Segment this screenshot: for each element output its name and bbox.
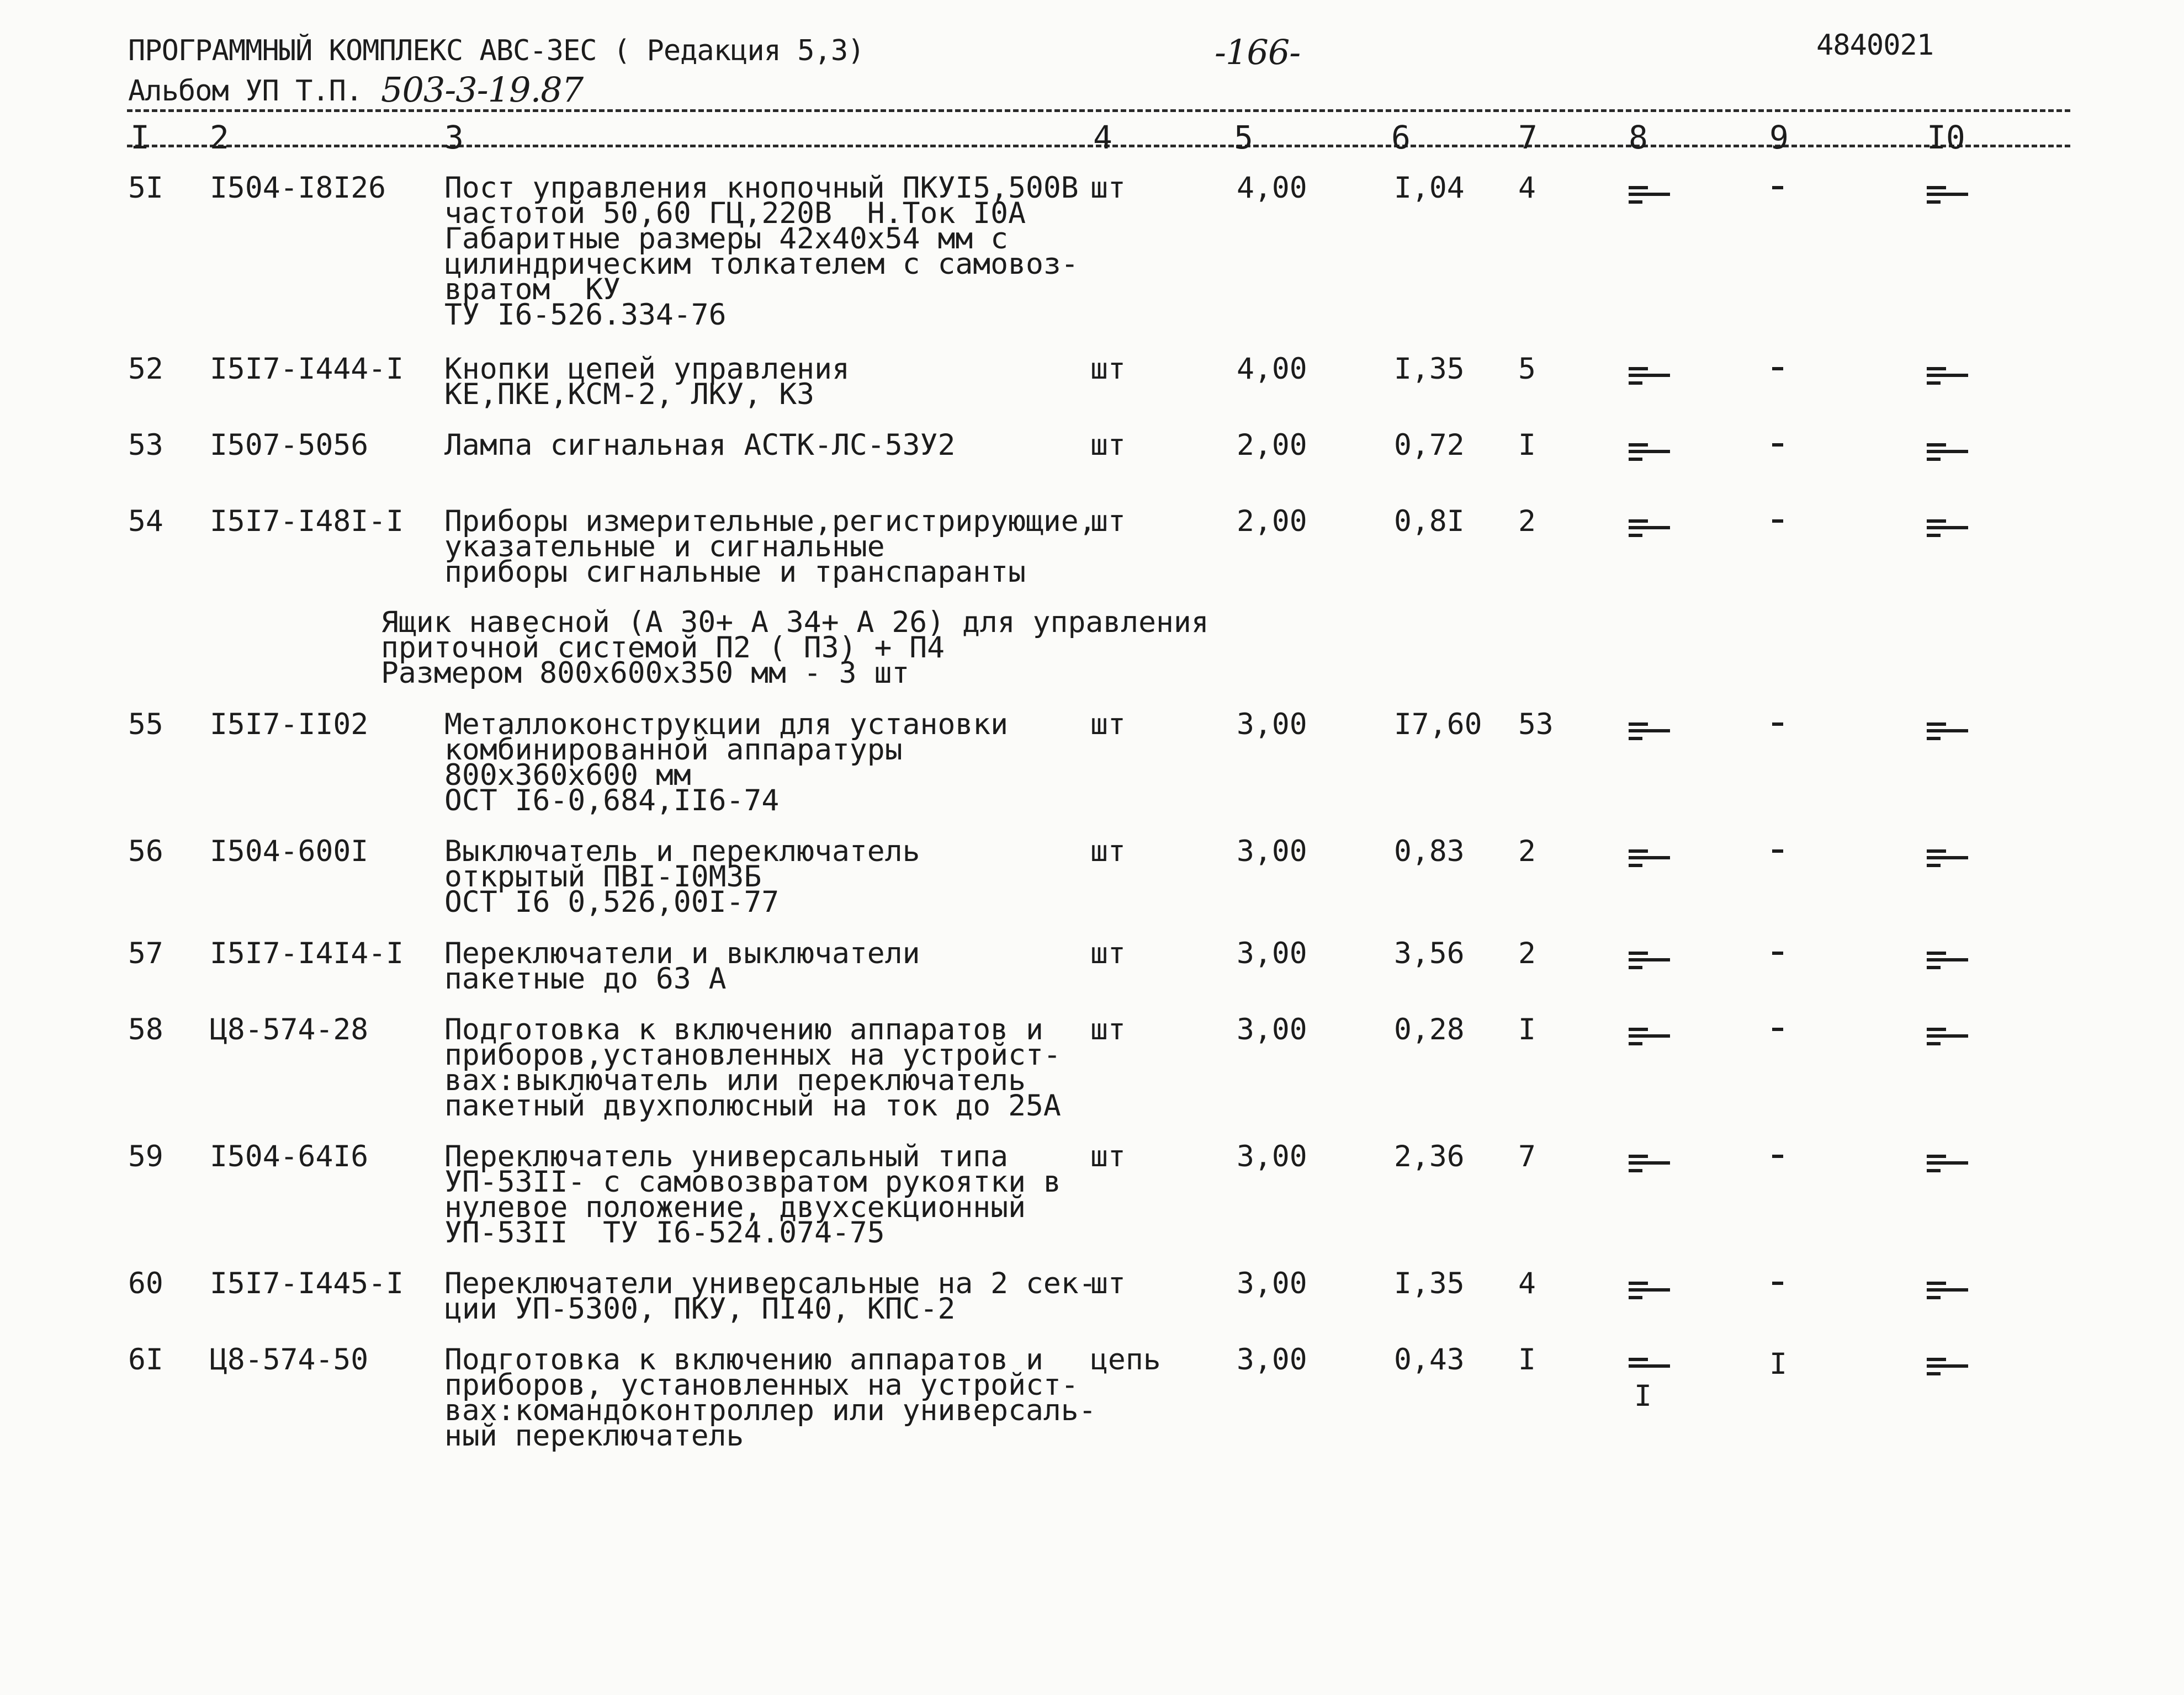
quantity: 3,00 bbox=[1237, 1343, 1307, 1377]
column-9-mark bbox=[1769, 1145, 1830, 1178]
quantity: 3,00 bbox=[1237, 1140, 1307, 1173]
unit-price: I,04 bbox=[1394, 171, 1465, 205]
unit-price: 0,83 bbox=[1394, 835, 1465, 868]
quantity: 3,00 bbox=[1237, 937, 1307, 970]
column-7-value: I bbox=[1518, 428, 1536, 462]
item-description: Металлоконструкции для установки комбинированной аппаратуры 800х360х600 мм ОСТ I6-0,684,II6-74 bbox=[444, 708, 1009, 817]
header-rule-top bbox=[127, 109, 2070, 112]
item-description: Переключатель универсальный типа УП-53II- с самовозвратом рукоятки в нулевое положение, двухсекционный УП-53II ТУ I6-524.074-75 bbox=[444, 1140, 1061, 1250]
column-header-7: 7 bbox=[1518, 119, 1538, 156]
unit-price: 3,56 bbox=[1394, 937, 1465, 970]
column-header-6: 6 bbox=[1391, 119, 1411, 156]
row-number: 53 bbox=[128, 428, 163, 462]
document-code: 4840021 bbox=[1816, 29, 1934, 62]
row-number: 57 bbox=[128, 937, 163, 970]
column-8-mark bbox=[1626, 840, 1687, 873]
column-9-mark bbox=[1769, 1272, 1830, 1305]
quantity: 4,00 bbox=[1237, 171, 1307, 205]
quantity: 3,00 bbox=[1237, 1267, 1307, 1300]
row-number: 56 bbox=[128, 835, 163, 868]
column-header-4: 4 bbox=[1093, 119, 1112, 156]
column-header-3: 3 bbox=[444, 119, 464, 156]
column-7-value: 5 bbox=[1518, 352, 1536, 386]
column-8-mark bbox=[1626, 942, 1687, 975]
column-10-mark bbox=[1924, 1018, 1985, 1051]
price-code: I5I7-II02 bbox=[210, 708, 369, 741]
item-description: Переключатели и выключатели пакетные до 63 А bbox=[444, 937, 920, 996]
price-code: I5I7-I445-I bbox=[210, 1267, 404, 1300]
column-9-value: I bbox=[1769, 1347, 1787, 1381]
row-number: 55 bbox=[128, 708, 163, 741]
item-description: Кнопки цепей управления КЕ,ПКЕ,КСМ-2, ЛКУ, КЗ bbox=[444, 352, 850, 411]
column-8-mark bbox=[1626, 1145, 1687, 1178]
price-code: Ц8-574-28 bbox=[210, 1013, 369, 1046]
unit: шт bbox=[1090, 1267, 1126, 1300]
quantity: 4,00 bbox=[1237, 352, 1307, 386]
column-9-mark bbox=[1769, 358, 1830, 391]
item-description: Подготовка к включению аппаратов и приборов, установленных на устройст- вах:командоконтроллер или универсаль- ный переключатель bbox=[444, 1343, 1096, 1453]
program-title: ПРОГРАММНЫЙ КОМПЛЕКС АВС-3ЕС ( Редакция 5,3) bbox=[128, 34, 865, 67]
column-9-mark bbox=[1769, 942, 1830, 975]
unit-price: 0,72 bbox=[1394, 428, 1465, 462]
column-8-value: I bbox=[1634, 1379, 1652, 1413]
unit: шт bbox=[1090, 937, 1126, 970]
column-7-value: 2 bbox=[1518, 504, 1536, 538]
price-code: I504-I8I26 bbox=[210, 171, 386, 205]
column-9-mark bbox=[1769, 713, 1830, 746]
column-10-mark bbox=[1924, 177, 1985, 210]
column-7-value: 7 bbox=[1518, 1140, 1536, 1173]
row-number: 58 bbox=[128, 1013, 163, 1046]
column-7-value: I bbox=[1518, 1013, 1536, 1046]
column-9-mark bbox=[1769, 434, 1830, 467]
unit: шт bbox=[1090, 1140, 1126, 1173]
column-10-mark bbox=[1924, 510, 1985, 543]
unit-price: 2,36 bbox=[1394, 1140, 1465, 1173]
column-8-mark bbox=[1626, 1018, 1687, 1051]
quantity: 3,00 bbox=[1237, 1013, 1307, 1046]
price-code: I504-600I bbox=[210, 835, 369, 868]
quantity: 3,00 bbox=[1237, 708, 1307, 741]
column-10-mark bbox=[1924, 713, 1985, 746]
column-10-mark bbox=[1924, 1145, 1985, 1178]
unit: шт bbox=[1090, 1013, 1126, 1046]
column-8-mark bbox=[1626, 358, 1687, 391]
column-8-mark bbox=[1626, 510, 1687, 543]
column-header-8: 8 bbox=[1629, 119, 1648, 156]
unit: шт bbox=[1090, 428, 1126, 462]
price-code: I507-5056 bbox=[210, 428, 369, 462]
column-7-value: 4 bbox=[1518, 1267, 1536, 1300]
column-10-mark bbox=[1924, 358, 1985, 391]
column-8-mark bbox=[1626, 1348, 1687, 1381]
unit: шт bbox=[1090, 504, 1126, 538]
unit: шт bbox=[1090, 708, 1126, 741]
column-10-mark bbox=[1924, 942, 1985, 975]
row-number: 5I bbox=[128, 171, 163, 205]
row-number: 52 bbox=[128, 352, 163, 386]
column-header-9: 9 bbox=[1769, 119, 1789, 156]
item-description: Выключатель и переключатель открытый ПВI-I0М3Б ОСТ I6 0,526,00I-77 bbox=[444, 835, 920, 919]
column-8-mark bbox=[1626, 434, 1687, 467]
column-7-value: 2 bbox=[1518, 835, 1536, 868]
quantity: 2,00 bbox=[1237, 504, 1307, 538]
unit: цепь bbox=[1090, 1343, 1161, 1377]
unit: шт bbox=[1090, 352, 1126, 386]
column-header-1: I bbox=[130, 119, 150, 156]
page-number: -166- bbox=[1215, 32, 1301, 72]
row-number: 54 bbox=[128, 504, 163, 538]
item-description: Подготовка к включению аппаратов и приборов,установленных на устройст- вах:выключатель или переключатель пакетный двухполюсный на ток до 25А bbox=[444, 1013, 1061, 1123]
price-code: I5I7-I444-I bbox=[210, 352, 404, 386]
column-7-value: 2 bbox=[1518, 937, 1536, 970]
price-code: Ц8-574-50 bbox=[210, 1343, 369, 1377]
price-code: I5I7-I4I4-I bbox=[210, 937, 404, 970]
item-description: Пост управления кнопочный ПКУI5,500В частотой 50,60 ГЦ,220В Н.Ток I0А Габаритные размеры 42х40х54 мм с цилиндрическим толкателем с самовоз- вратом КУ ТУ I6-526.334-76 bbox=[444, 171, 1079, 332]
column-9-mark bbox=[1769, 1018, 1830, 1051]
unit: шт bbox=[1090, 835, 1126, 868]
quantity: 2,00 bbox=[1237, 428, 1307, 462]
column-header-10: I0 bbox=[1927, 119, 1965, 156]
unit-price: I,35 bbox=[1394, 1267, 1465, 1300]
column-8-mark bbox=[1626, 177, 1687, 210]
column-7-value: 4 bbox=[1518, 171, 1536, 205]
column-9-mark bbox=[1769, 840, 1830, 873]
quantity: 3,00 bbox=[1237, 835, 1307, 868]
column-7-value: 53 bbox=[1518, 708, 1554, 741]
column-10-mark bbox=[1924, 1272, 1985, 1305]
column-10-mark bbox=[1924, 434, 1985, 467]
row-number: 59 bbox=[128, 1140, 163, 1173]
unit: шт bbox=[1090, 171, 1126, 205]
price-code: I5I7-I48I-I bbox=[210, 504, 404, 538]
row-number: 6I bbox=[128, 1343, 163, 1377]
album-label: Альбом УП Т.П. bbox=[128, 75, 363, 108]
column-10-mark bbox=[1924, 840, 1985, 873]
column-header-5: 5 bbox=[1234, 119, 1253, 156]
unit-price: 0,43 bbox=[1394, 1343, 1465, 1377]
album-number: 503-3-19.87 bbox=[381, 70, 584, 110]
row-number: 60 bbox=[128, 1267, 163, 1300]
column-10-mark bbox=[1924, 1348, 1985, 1381]
column-header-2: 2 bbox=[210, 119, 229, 156]
column-8-mark bbox=[1626, 1272, 1687, 1305]
section-subheading: Ящик навесной (А 30+ А 34+ А 26) для управления приточной системой П2 ( П3) + П4 Размером 800х600х350 мм - 3 шт bbox=[381, 605, 1209, 690]
unit-price: I,35 bbox=[1394, 352, 1465, 386]
column-9-mark bbox=[1769, 177, 1830, 210]
price-code: I504-64I6 bbox=[210, 1140, 369, 1173]
unit-price: I7,60 bbox=[1394, 708, 1482, 741]
unit-price: 0,28 bbox=[1394, 1013, 1465, 1046]
item-description: Приборы измерительные,регистрирующие, указательные и сигнальные приборы сигнальные и транспаранты bbox=[444, 504, 1096, 589]
column-9-mark bbox=[1769, 510, 1830, 543]
column-7-value: I bbox=[1518, 1343, 1536, 1377]
column-8-mark bbox=[1626, 713, 1687, 746]
unit-price: 0,8I bbox=[1394, 504, 1465, 538]
item-description: Лампа сигнальная АСТК-ЛС-53У2 bbox=[444, 428, 956, 462]
item-description: Переключатели универсальные на 2 сек- ции УП-5300, ПКУ, ПI40, КПС-2 bbox=[444, 1267, 1096, 1326]
